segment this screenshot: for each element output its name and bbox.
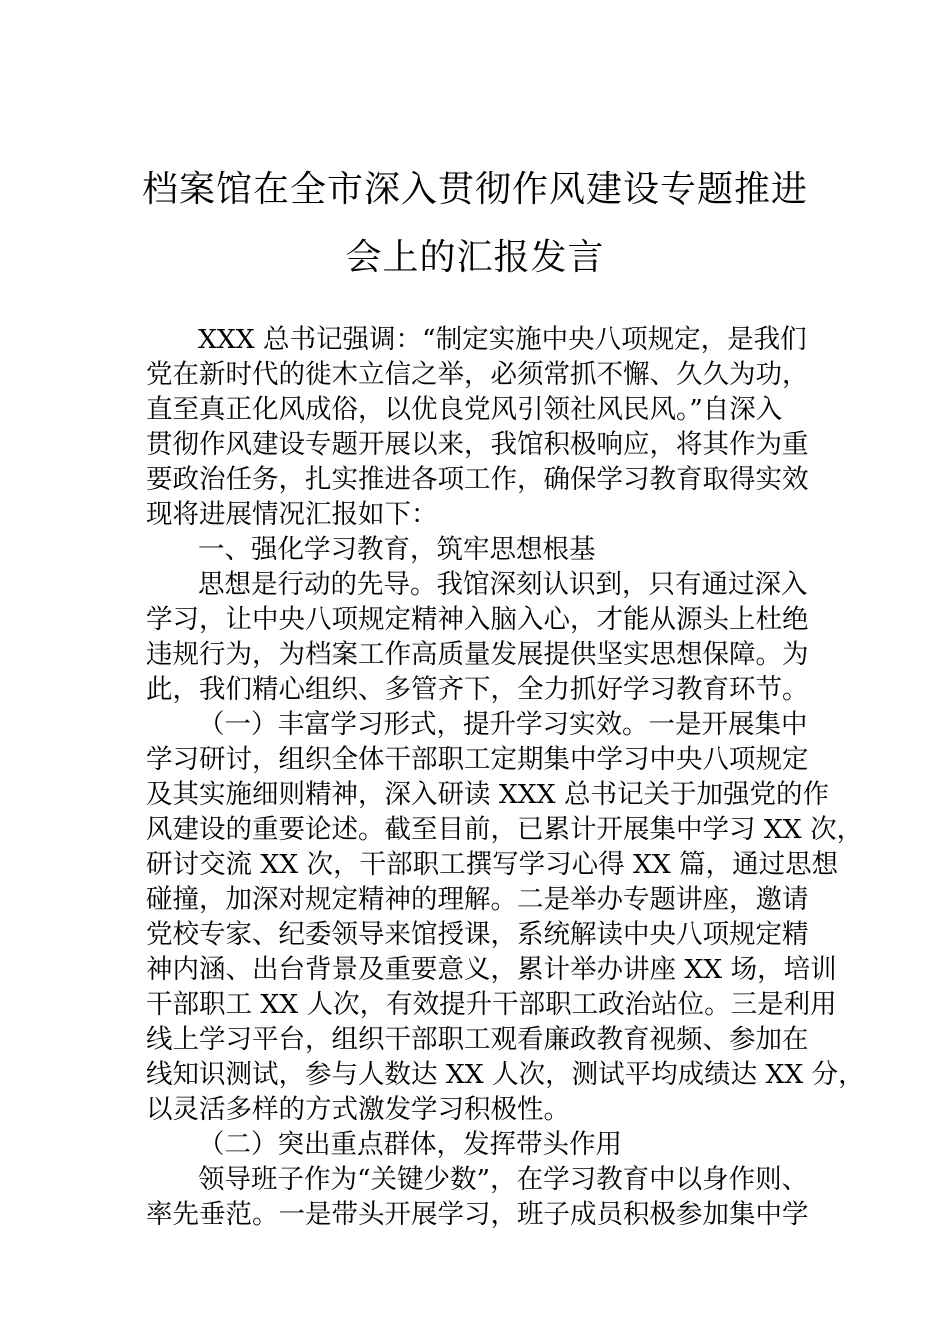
body-text-line: 碰撞，加深对规定精神的理解。二是举办专题讲座，邀请 [146,884,809,915]
body-text-line: 神内涵、出台背景及重要意义，累计举办讲座 XX 场，培训 [146,954,837,985]
document-body [146,322,865,1232]
body-text-line: （一）丰富学习形式，提升学习实效。一是开展集中 [198,709,808,740]
document-title-line-1: 档案馆在全市深入贯彻作风建设专题推进 [141,169,808,210]
body-text-line: 领导班子作为“关键少数”，在学习教育中以身作则、 [198,1164,809,1195]
body-text-line: 学习研讨，组织全体干部职工定期集中学习中央八项规定 [146,744,809,775]
section-heading: 一、强化学习教育，筑牢思想根基 [198,534,596,565]
body-text-line: 研讨交流 XX 次，干部职工撰写学习心得 XX 篇，通过思想 [146,849,839,880]
body-text-line: 以灵活多样的方式激发学习积极性。 [146,1094,570,1125]
body-text-line: 干部职工 XX 人次，有效提升干部职工政治站位。三是利用 [146,989,837,1020]
body-text-line: 学习，让中央八项规定精神入脑入心，才能从源头上杜绝 [146,604,809,635]
body-text-line: 风建设的重要论述。截至目前，已累计开展集中学习 XX 次， [146,814,864,845]
body-text-line: 直至真正化风成俗，以优良党风引领社风民风。”自深入 [146,394,783,425]
body-text-line: XXX 总书记强调：“制定实施中央八项规定，是我们 [198,324,807,355]
body-text-line: 线知识测试，参与人数达 XX 人次，测试平均成绩达 XX 分， [146,1059,865,1090]
body-text-line: 线上学习平台，组织干部职工观看廉政教育视频、参加在 [146,1024,809,1055]
body-text-line: 及其实施细则精神，深入研读 XXX 总书记关于加强党的作 [146,779,829,810]
body-text-line: 党校专家、纪委领导来馆授课，系统解读中央八项规定精 [146,919,809,950]
body-text-line: 违规行为，为档案工作高质量发展提供坚实思想保障。为 [146,639,809,670]
body-text-line: （二）突出重点群体，发挥带头作用 [198,1129,622,1160]
body-text-line: 要政治任务，扎实推进各项工作，确保学习教育取得实效 [146,464,809,495]
body-text-line: 党在新时代的徙木立信之举，必须常抓不懈、久久为功， [146,359,809,390]
body-text-line: 率先垂范。一是带头开展学习，班子成员积极参加集中学 [146,1199,809,1230]
body-text-line: 此，我们精心组织、多管齐下，全力抓好学习教育环节。 [146,674,809,705]
document-title-line-2: 会上的汇报发言 [345,237,605,278]
body-text-line: 贯彻作风建设专题开展以来，我馆积极响应，将其作为重 [146,429,809,460]
body-text-line: 现将进展情况汇报如下： [146,499,438,530]
body-text-line: 思想是行动的先导。我馆深刻认识到，只有通过深入 [198,569,808,600]
